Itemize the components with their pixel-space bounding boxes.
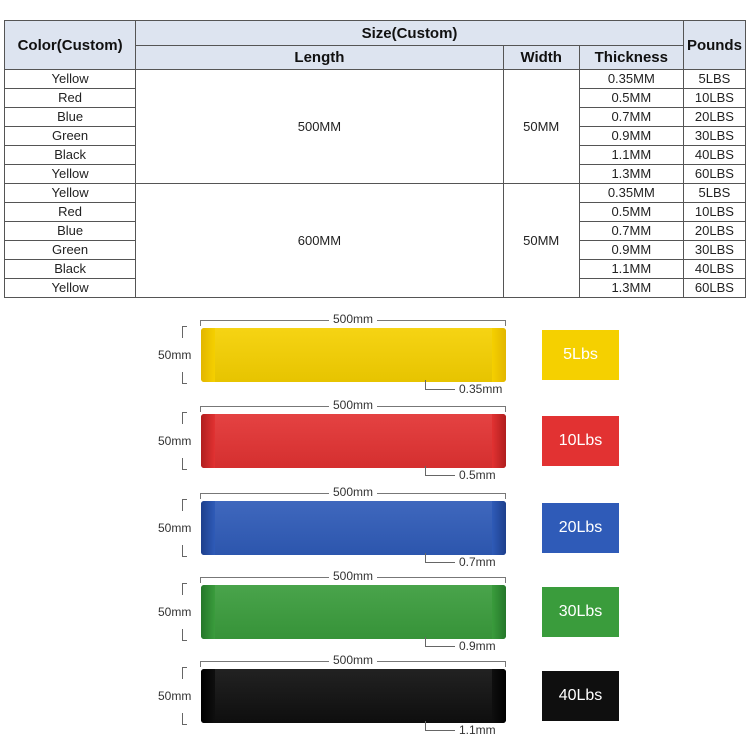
resistance-swatch bbox=[542, 587, 619, 637]
thickness-label: 0.5mm bbox=[459, 468, 496, 482]
resistance-swatch bbox=[542, 503, 619, 553]
resistance-label: 20Lbs bbox=[558, 519, 603, 536]
length-dimension bbox=[200, 314, 506, 328]
thickness-dimension bbox=[425, 637, 525, 653]
width-dimension bbox=[158, 326, 202, 384]
cell-pounds: 5LBS bbox=[683, 70, 745, 89]
width-dimension bbox=[158, 583, 202, 641]
cell-thickness: 1.1MM bbox=[579, 260, 683, 279]
width-dimension bbox=[158, 412, 202, 470]
resistance-band bbox=[201, 585, 506, 639]
width-label: 50mm bbox=[158, 434, 192, 448]
width-label: 50mm bbox=[158, 521, 192, 535]
resistance-label: 40Lbs bbox=[558, 687, 603, 704]
resistance-band bbox=[201, 414, 506, 468]
band-row bbox=[0, 314, 750, 396]
width-dimension bbox=[158, 499, 202, 557]
band-fold-left bbox=[201, 501, 215, 555]
thickness-label: 0.9mm bbox=[459, 639, 496, 653]
thickness-dimension bbox=[425, 466, 525, 482]
width-tick-bottom bbox=[182, 629, 187, 641]
thickness-label: 0.7mm bbox=[459, 555, 496, 569]
resistance-swatch bbox=[542, 671, 619, 721]
band-row bbox=[0, 487, 750, 569]
band-row bbox=[0, 655, 750, 737]
cell-pounds: 20LBS bbox=[683, 222, 745, 241]
resistance-band bbox=[201, 501, 506, 555]
resistance-swatch bbox=[542, 330, 619, 380]
band-fold-right bbox=[492, 328, 506, 382]
spec-table-body bbox=[5, 70, 746, 298]
table-row bbox=[5, 70, 746, 89]
width-dimension bbox=[158, 667, 202, 725]
thickness-leader bbox=[425, 637, 455, 647]
header-pounds: Pounds bbox=[683, 21, 745, 70]
width-label: 50mm bbox=[158, 689, 192, 703]
thickness-leader bbox=[425, 553, 455, 563]
thickness-label: 1.1mm bbox=[459, 723, 496, 737]
spec-table bbox=[4, 20, 746, 298]
cell-pounds: 5LBS bbox=[683, 184, 745, 203]
cell-width: 50MM bbox=[503, 70, 579, 184]
band-row bbox=[0, 400, 750, 482]
band-fold-left bbox=[201, 414, 215, 468]
cell-color: Yellow bbox=[5, 184, 136, 203]
cell-color: Green bbox=[5, 241, 136, 260]
length-dimension bbox=[200, 400, 506, 414]
cell-color: Black bbox=[5, 146, 136, 165]
thickness-leader bbox=[425, 466, 455, 476]
width-label: 50mm bbox=[158, 348, 192, 362]
cell-length: 500MM bbox=[136, 70, 503, 184]
length-label: 500mm bbox=[329, 398, 377, 412]
cell-pounds: 60LBS bbox=[683, 279, 745, 298]
thickness-dimension bbox=[425, 721, 525, 737]
cell-length: 600MM bbox=[136, 184, 503, 298]
cell-color: Black bbox=[5, 260, 136, 279]
width-label: 50mm bbox=[158, 605, 192, 619]
resistance-swatch bbox=[542, 416, 619, 466]
thickness-leader bbox=[425, 380, 455, 390]
resistance-band bbox=[201, 669, 506, 723]
cell-pounds: 40LBS bbox=[683, 146, 745, 165]
width-tick-top bbox=[182, 499, 187, 511]
width-tick-bottom bbox=[182, 372, 187, 384]
band-fold-right bbox=[492, 414, 506, 468]
cell-color: Green bbox=[5, 127, 136, 146]
length-dimension bbox=[200, 487, 506, 501]
thickness-leader bbox=[425, 721, 455, 731]
cell-color: Yellow bbox=[5, 279, 136, 298]
band-body bbox=[215, 669, 492, 723]
thickness-dimension bbox=[425, 380, 525, 396]
length-label: 500mm bbox=[329, 312, 377, 326]
band-fold-left bbox=[201, 328, 215, 382]
cell-pounds: 20LBS bbox=[683, 108, 745, 127]
cell-pounds: 30LBS bbox=[683, 241, 745, 260]
width-tick-top bbox=[182, 326, 187, 338]
header-thickness: Thickness bbox=[579, 46, 683, 70]
cell-color: Yellow bbox=[5, 165, 136, 184]
header-color: Color(Custom) bbox=[5, 21, 136, 70]
thickness-dimension bbox=[425, 553, 525, 569]
cell-thickness: 0.7MM bbox=[579, 222, 683, 241]
band-fold-right bbox=[492, 669, 506, 723]
width-tick-bottom bbox=[182, 458, 187, 470]
band-fold-right bbox=[492, 501, 506, 555]
cell-thickness: 0.9MM bbox=[579, 127, 683, 146]
cell-thickness: 0.5MM bbox=[579, 203, 683, 222]
length-dimension bbox=[200, 571, 506, 585]
cell-thickness: 1.1MM bbox=[579, 146, 683, 165]
cell-thickness: 0.9MM bbox=[579, 241, 683, 260]
cell-thickness: 0.35MM bbox=[579, 70, 683, 89]
cell-color: Red bbox=[5, 203, 136, 222]
cell-pounds: 60LBS bbox=[683, 165, 745, 184]
resistance-label: 10Lbs bbox=[558, 432, 603, 449]
cell-color: Blue bbox=[5, 108, 136, 127]
header-size: Size(Custom) bbox=[136, 21, 684, 46]
cell-width: 50MM bbox=[503, 184, 579, 298]
cell-color: Yellow bbox=[5, 70, 136, 89]
width-tick-bottom bbox=[182, 545, 187, 557]
cell-pounds: 40LBS bbox=[683, 260, 745, 279]
header-length: Length bbox=[136, 46, 503, 70]
length-dimension bbox=[200, 655, 506, 669]
band-body bbox=[215, 414, 492, 468]
width-tick-top bbox=[182, 412, 187, 424]
cell-color: Red bbox=[5, 89, 136, 108]
table-row bbox=[5, 184, 746, 203]
band-fold-left bbox=[201, 585, 215, 639]
length-label: 500mm bbox=[329, 569, 377, 583]
band-fold-right bbox=[492, 585, 506, 639]
band-body bbox=[215, 328, 492, 382]
band-body bbox=[215, 585, 492, 639]
length-label: 500mm bbox=[329, 653, 377, 667]
cell-thickness: 0.35MM bbox=[579, 184, 683, 203]
length-label: 500mm bbox=[329, 485, 377, 499]
cell-thickness: 1.3MM bbox=[579, 279, 683, 298]
cell-color: Blue bbox=[5, 222, 136, 241]
resistance-label: 5Lbs bbox=[563, 346, 598, 363]
cell-pounds: 10LBS bbox=[683, 203, 745, 222]
header-width: Width bbox=[503, 46, 579, 70]
resistance-label: 30Lbs bbox=[558, 603, 603, 620]
cell-pounds: 30LBS bbox=[683, 127, 745, 146]
width-tick-bottom bbox=[182, 713, 187, 725]
band-body bbox=[215, 501, 492, 555]
cell-thickness: 0.7MM bbox=[579, 108, 683, 127]
resistance-band bbox=[201, 328, 506, 382]
cell-pounds: 10LBS bbox=[683, 89, 745, 108]
thickness-label: 0.35mm bbox=[459, 382, 503, 396]
width-tick-top bbox=[182, 667, 187, 679]
cell-thickness: 0.5MM bbox=[579, 89, 683, 108]
width-tick-top bbox=[182, 583, 187, 595]
band-fold-left bbox=[201, 669, 215, 723]
cell-thickness: 1.3MM bbox=[579, 165, 683, 184]
band-row bbox=[0, 571, 750, 653]
